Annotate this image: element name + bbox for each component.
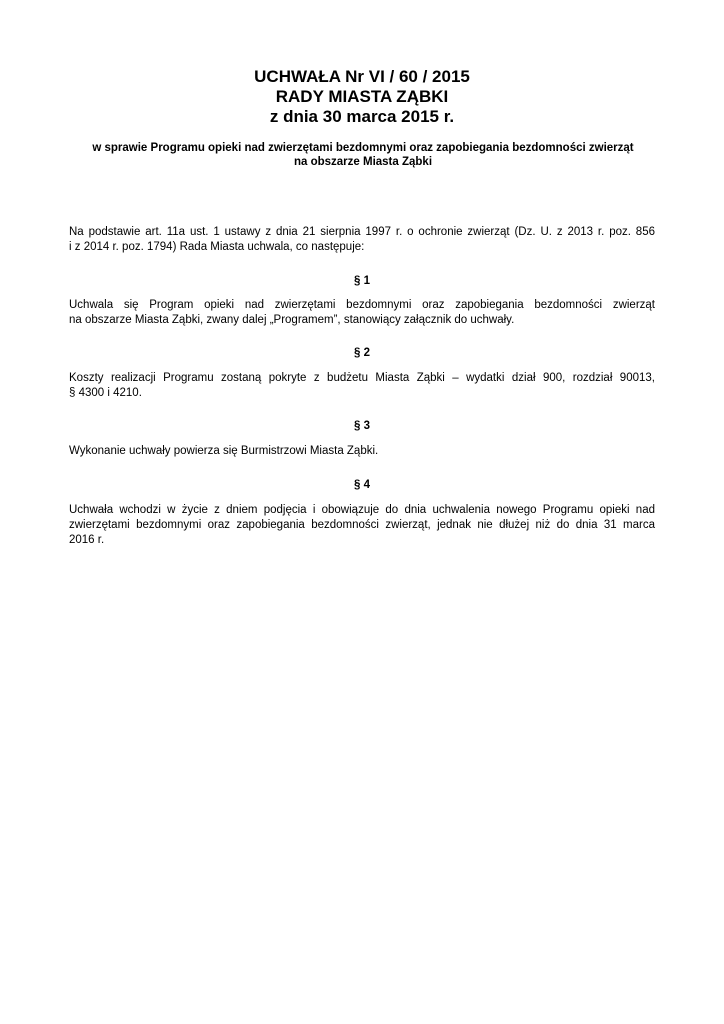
- paragraph-line: § 4300 i 4210.: [69, 387, 142, 399]
- section-2-paragraph: [69, 371, 655, 401]
- section-3-paragraph: [69, 444, 655, 459]
- section-4-paragraph: [69, 503, 655, 548]
- section-heading-3: § 3: [354, 420, 370, 432]
- subject-line: w sprawie Programu opieki nad zwierzętami bezdomnymi oraz zapobiegania bezdomności zwierząt: [92, 142, 634, 154]
- paragraph-line: Wykonanie uchwały powierza się Burmistrzowi Miasta Ząbki.: [69, 445, 379, 457]
- section-heading-1: § 1: [354, 275, 370, 287]
- preamble-line: Na podstawie art. 11a ust. 1 ustawy z dnia 21 sierpnia 1997 r. o ochronie zwierząt (Dz. U. z 2013 r. poz. 856: [69, 226, 655, 238]
- paragraph-line: Uchwala się Program opieki nad zwierzętami bezdomnymi oraz zapobiegania bezdomności zwierząt: [69, 299, 655, 311]
- preamble-line: i z 2014 r. poz. 1794) Rada Miasta uchwala, co następuje:: [69, 241, 365, 253]
- resolution-title: [0, 67, 724, 127]
- paragraph-line: na obszarze Miasta Ząbki, zwany dalej „Programem”, stanowiący załącznik do uchwały.: [69, 314, 515, 326]
- resolution-date: z dnia 30 marca 2015 r.: [269, 107, 455, 126]
- section-1-paragraph: [69, 298, 655, 328]
- section-heading-2: § 2: [354, 347, 370, 359]
- paragraph-line: Uchwała wchodzi w życie z dniem podjęcia i obowiązuje do dnia uchwalenia nowego Programu opieki nad: [69, 504, 655, 516]
- resolution-number: UCHWAŁA Nr VI / 60 / 2015: [254, 67, 470, 86]
- subject-line: na obszarze Miasta Ząbki: [293, 156, 433, 168]
- paragraph-line: 2016 r.: [69, 534, 105, 546]
- paragraph-line: Koszty realizacji Programu zostaną pokryte z budżetu Miasta Ząbki – wydatki dział 900, rozdział 90013,: [69, 372, 655, 384]
- council-name: RADY MIASTA ZĄBKI: [275, 87, 449, 106]
- preamble-paragraph: [69, 225, 655, 255]
- paragraph-line: zwierzętami bezdomnymi oraz zapobiegania bezdomności zwierząt, jednak nie dłużej niż do dnia 31 marca: [69, 519, 655, 531]
- section-heading-4: § 4: [354, 479, 370, 491]
- resolution-subject: [68, 141, 658, 169]
